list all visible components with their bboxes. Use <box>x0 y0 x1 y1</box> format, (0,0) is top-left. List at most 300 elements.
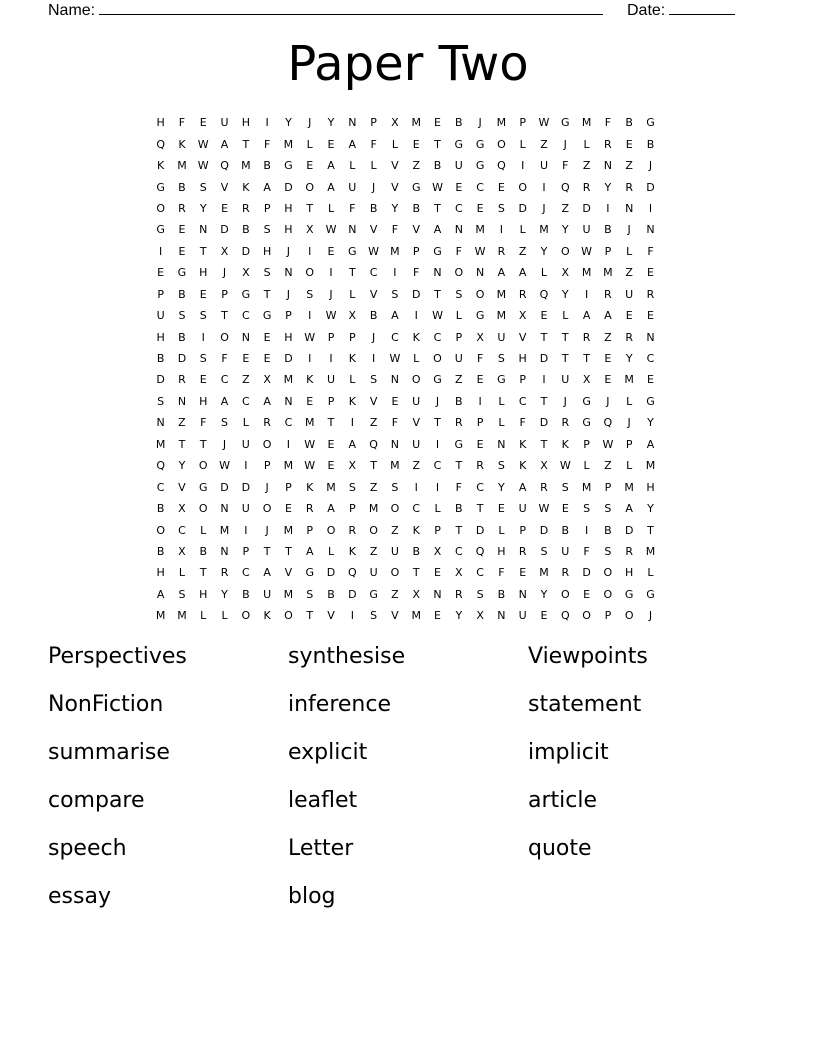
grid-letter: M <box>155 437 166 451</box>
grid-letter: Q <box>475 544 485 558</box>
grid-letter: Y <box>221 587 228 601</box>
grid-letter: P <box>519 116 527 130</box>
grid-letter: R <box>540 480 548 494</box>
grid-letter: M <box>283 587 294 601</box>
grid-letter: Z <box>391 587 399 601</box>
grid-letter: R <box>625 180 633 194</box>
grid-letter: N <box>518 587 527 601</box>
grid-letter: M <box>177 609 187 623</box>
word-list <box>48 633 768 921</box>
grid-letter: Q <box>156 137 165 151</box>
grid-letter: X <box>391 116 399 130</box>
grid-letter: W <box>197 159 209 173</box>
name-blank-line <box>99 0 603 15</box>
grid-letter: W <box>389 352 401 366</box>
grid-letter: B <box>412 201 420 215</box>
grid-letter: O <box>518 180 528 194</box>
grid-letter: V <box>412 223 420 237</box>
grid-letter: X <box>348 459 357 473</box>
grid-letter: H <box>284 223 293 237</box>
grid-letter: E <box>476 201 484 215</box>
grid-letter: G <box>561 116 570 130</box>
grid-letter: D <box>326 566 336 580</box>
grid-letter: I <box>308 244 312 258</box>
grid-letter: R <box>604 287 612 301</box>
grid-letter: U <box>369 566 378 580</box>
grid-letter: U <box>156 309 165 323</box>
grid-letter: I <box>308 309 312 323</box>
grid-letter: L <box>626 394 633 408</box>
grid-letter: F <box>370 137 377 151</box>
grid-letter: K <box>519 459 527 473</box>
grid-letter: P <box>221 287 228 301</box>
grid-letter: N <box>433 266 442 280</box>
grid-letter: I <box>244 459 248 473</box>
grid-letter: G <box>305 566 314 580</box>
grid-letter: M <box>581 116 592 130</box>
grid-letter: E <box>604 373 612 387</box>
grid-letter: D <box>284 352 293 366</box>
grid-letter: O <box>390 566 400 580</box>
grid-letter: U <box>582 223 591 237</box>
grid-letter: L <box>498 394 505 408</box>
grid-letter: I <box>499 223 504 237</box>
grid-letter: V <box>391 609 399 623</box>
grid-letter: Z <box>412 459 420 473</box>
grid-letter: B <box>497 587 506 601</box>
grid-letter: F <box>455 244 462 258</box>
grid-letter: K <box>306 480 314 494</box>
grid-letter: I <box>286 437 291 451</box>
page-title: Paper Two <box>287 36 529 92</box>
grid-letter: K <box>178 137 186 151</box>
grid-letter: L <box>413 352 420 366</box>
grid-letter: T <box>455 523 463 537</box>
grid-letter: Z <box>604 459 612 473</box>
grid-letter: G <box>177 266 187 280</box>
grid-letter: N <box>454 223 463 237</box>
grid-letter: J <box>265 523 269 537</box>
grid-letter: B <box>369 309 378 323</box>
grid-letter: J <box>542 201 546 215</box>
grid-letter: Z <box>540 137 548 151</box>
grid-letter: W <box>368 244 380 258</box>
grid-letter: S <box>370 609 378 623</box>
grid-letter: S <box>540 544 548 558</box>
grid-letter: A <box>327 180 335 194</box>
grid-letter: I <box>435 480 440 494</box>
grid-letter: R <box>220 566 229 580</box>
grid-letter: J <box>329 287 333 301</box>
grid-letter: I <box>521 159 525 173</box>
grid-letter: H <box>241 116 250 130</box>
grid-letter: O <box>624 609 634 623</box>
grid-letter: U <box>518 502 527 516</box>
grid-letter: E <box>625 309 633 323</box>
grid-letter: Q <box>497 159 506 173</box>
grid-letter: C <box>178 523 186 537</box>
grid-letter: N <box>220 544 229 558</box>
grid-letter: L <box>200 609 207 623</box>
grid-letter: J <box>627 223 631 237</box>
word-list-item: implicit <box>528 740 609 765</box>
grid-letter: Z <box>412 159 420 173</box>
grid-letter: F <box>476 352 484 366</box>
grid-letter: F <box>200 416 207 430</box>
grid-letter: U <box>497 330 506 344</box>
grid-letter: I <box>542 180 546 194</box>
grid-letter: E <box>434 609 441 623</box>
grid-letter: N <box>646 330 655 344</box>
grid-letter: Y <box>498 480 505 494</box>
grid-letter: E <box>306 394 314 408</box>
grid-letter: B <box>178 180 186 194</box>
grid-letter: S <box>221 416 229 430</box>
grid-letter: O <box>390 502 400 516</box>
word-list-item: Viewpoints <box>528 644 648 669</box>
grid-letter: I <box>329 266 333 280</box>
grid-letter: I <box>435 437 440 451</box>
grid-letter: P <box>370 116 377 130</box>
grid-letter: C <box>241 309 250 323</box>
grid-letter: B <box>433 159 442 173</box>
grid-letter: P <box>263 201 271 215</box>
header <box>48 0 748 20</box>
grid-letter: G <box>156 223 165 237</box>
grid-letter: L <box>242 416 249 430</box>
grid-letter: L <box>306 137 313 151</box>
grid-letter: A <box>263 566 271 580</box>
grid-letter: D <box>156 373 165 387</box>
grid-letter: L <box>583 459 590 473</box>
word-list-item: inference <box>288 692 392 717</box>
grid-letter: P <box>263 459 271 473</box>
grid-letter: J <box>563 394 567 408</box>
grid-letter: F <box>498 566 505 580</box>
grid-letter: N <box>603 159 612 173</box>
grid-letter: G <box>475 309 485 323</box>
grid-letter: W <box>538 502 550 516</box>
grid-letter: S <box>370 373 378 387</box>
grid-letter: Z <box>178 416 186 430</box>
grid-letter: T <box>647 523 654 537</box>
grid-letter: T <box>348 266 356 280</box>
grid-letter: T <box>221 309 228 323</box>
grid-letter: S <box>583 502 591 516</box>
grid-letter: P <box>455 330 463 344</box>
grid-letter: D <box>220 480 229 494</box>
grid-letter: O <box>497 137 506 151</box>
grid-letter: O <box>411 373 421 387</box>
grid-letter: N <box>241 330 250 344</box>
grid-letter: C <box>156 480 165 494</box>
grid-letter: J <box>435 394 440 408</box>
grid-letter: S <box>306 587 314 601</box>
grid-letter: P <box>349 330 356 344</box>
grid-letter: R <box>305 502 314 516</box>
grid-letter: F <box>391 223 399 237</box>
grid-letter: L <box>647 566 654 580</box>
grid-letter: J <box>222 437 227 451</box>
grid-letter: L <box>455 309 462 323</box>
grid-letter: J <box>371 180 376 194</box>
grid-letter: U <box>518 609 527 623</box>
grid-letter: A <box>433 223 442 237</box>
grid-letter: I <box>584 287 589 301</box>
grid-letter: K <box>519 437 527 451</box>
grid-letter: E <box>327 437 335 451</box>
grid-letter: Q <box>347 566 357 580</box>
grid-letter: T <box>540 437 548 451</box>
grid-letter: O <box>198 459 208 473</box>
grid-letter: E <box>647 266 654 280</box>
grid-letter: F <box>604 116 612 130</box>
grid-letter: L <box>221 609 228 623</box>
grid-letter: J <box>222 266 227 280</box>
grid-letter: A <box>220 394 229 408</box>
grid-letter: P <box>583 437 590 451</box>
grid-letter: K <box>157 159 165 173</box>
grid-letter: O <box>305 180 315 194</box>
grid-letter: E <box>263 330 271 344</box>
grid-letter: B <box>561 523 570 537</box>
grid-letter: X <box>412 587 420 601</box>
grid-letter: K <box>242 180 250 194</box>
grid-letter: O <box>433 352 442 366</box>
grid-letter: U <box>625 287 634 301</box>
grid-letter: U <box>241 502 250 516</box>
grid-letter: L <box>498 523 505 537</box>
grid-letter: Y <box>561 223 569 237</box>
grid-letter: Y <box>285 116 292 130</box>
grid-letter: E <box>221 201 229 215</box>
grid-letter: S <box>178 309 186 323</box>
grid-letter: R <box>348 523 357 537</box>
grid-letter: G <box>411 180 421 194</box>
grid-letter: O <box>198 502 208 516</box>
grid-letter: S <box>199 180 207 194</box>
grid-letter: P <box>285 480 292 494</box>
grid-letter: T <box>561 330 569 344</box>
grid-letter: M <box>496 287 507 301</box>
grid-letter: E <box>391 394 399 408</box>
grid-letter: F <box>583 544 590 558</box>
grid-letter: G <box>284 159 293 173</box>
grid-letter: Z <box>455 373 463 387</box>
grid-letter: M <box>304 416 315 430</box>
grid-letter: G <box>241 287 251 301</box>
grid-letter: F <box>562 159 569 173</box>
grid-letter: E <box>327 459 335 473</box>
grid-letter: N <box>475 266 485 280</box>
grid-letter: Z <box>625 159 633 173</box>
grid-letter: V <box>220 180 229 194</box>
grid-letter: X <box>476 609 484 623</box>
grid-letter: X <box>561 266 570 280</box>
grid-letter: X <box>348 309 357 323</box>
grid-letter: P <box>412 244 420 258</box>
grid-letter: H <box>625 566 634 580</box>
grid-letter: A <box>625 502 633 516</box>
grid-letter: Z <box>625 266 633 280</box>
grid-letter: S <box>306 287 314 301</box>
grid-letter: T <box>263 287 271 301</box>
grid-letter: B <box>156 544 165 558</box>
grid-letter: I <box>265 116 269 130</box>
grid-letter: O <box>262 437 272 451</box>
grid-letter: Z <box>604 330 612 344</box>
grid-letter: P <box>434 523 441 537</box>
grid-letter: N <box>156 416 165 430</box>
grid-letter: N <box>497 437 506 451</box>
grid-letter: M <box>624 480 634 494</box>
grid-letter: R <box>497 244 506 258</box>
grid-letter: J <box>627 416 631 430</box>
grid-letter: M <box>219 523 230 537</box>
word-list-item: Letter <box>288 836 354 861</box>
grid-letter: N <box>497 609 506 623</box>
grid-letter: P <box>604 244 612 258</box>
grid-letter: K <box>348 394 356 408</box>
grid-letter: I <box>393 266 397 280</box>
grid-letter: Z <box>518 244 527 258</box>
grid-letter: M <box>581 480 592 494</box>
grid-letter: S <box>476 587 484 601</box>
grid-letter: V <box>327 609 335 623</box>
grid-letter: E <box>327 137 335 151</box>
grid-letter: G <box>646 394 655 408</box>
grid-letter: S <box>263 223 271 237</box>
word-list-item: statement <box>528 692 642 717</box>
word-list-item: compare <box>48 788 145 813</box>
grid-letter: M <box>496 309 507 323</box>
grid-letter: E <box>625 137 633 151</box>
grid-letter: J <box>563 137 567 151</box>
grid-letter: J <box>265 480 269 494</box>
grid-letter: D <box>539 416 549 430</box>
grid-letter: Y <box>178 459 186 473</box>
grid-letter: M <box>390 459 400 473</box>
grid-letter: K <box>348 352 356 366</box>
grid-letter: H <box>284 201 293 215</box>
grid-letter: V <box>518 330 527 344</box>
grid-letter: L <box>519 137 526 151</box>
grid-letter: G <box>454 137 464 151</box>
grid-letter: S <box>348 480 356 494</box>
grid-letter: T <box>455 459 463 473</box>
grid-letter: V <box>391 159 399 173</box>
grid-letter: R <box>518 287 527 301</box>
grid-letter: S <box>178 587 186 601</box>
grid-letter: U <box>263 587 272 601</box>
grid-letter: A <box>604 309 612 323</box>
grid-letter: L <box>540 266 548 280</box>
grid-letter: A <box>156 587 165 601</box>
grid-letter: G <box>156 180 165 194</box>
grid-letter: B <box>455 502 463 516</box>
grid-letter: A <box>348 137 357 151</box>
grid-letter: O <box>560 587 570 601</box>
grid-letter: E <box>455 180 463 194</box>
grid-letter: G <box>433 244 442 258</box>
grid-letter: Q <box>560 180 570 194</box>
grid-letter: T <box>561 352 569 366</box>
grid-letter: A <box>646 437 655 451</box>
grid-letter: B <box>263 159 271 173</box>
grid-letter: R <box>178 373 186 387</box>
grid-letter: D <box>518 201 527 215</box>
grid-letter: T <box>263 544 271 558</box>
grid-letter: P <box>327 394 335 408</box>
grid-letter: Y <box>604 180 612 194</box>
grid-letter: U <box>412 437 421 451</box>
grid-letter: T <box>583 352 590 366</box>
grid-letter: R <box>476 459 484 473</box>
date-block <box>627 0 735 20</box>
grid-letter: I <box>478 394 482 408</box>
grid-letter: Y <box>540 587 548 601</box>
grid-letter: R <box>242 201 250 215</box>
grid-letter: M <box>581 266 592 280</box>
grid-letter: R <box>582 180 591 194</box>
grid-letter: O <box>284 609 293 623</box>
grid-letter: J <box>308 116 312 130</box>
grid-letter: R <box>454 416 463 430</box>
grid-letter: I <box>371 352 376 366</box>
grid-letter: W <box>304 459 316 473</box>
grid-letter: M <box>155 609 166 623</box>
grid-letter: F <box>349 201 356 215</box>
grid-letter: H <box>497 544 506 558</box>
grid-letter: W <box>325 223 337 237</box>
grid-letter: B <box>455 394 463 408</box>
grid-letter: T <box>242 137 250 151</box>
grid-letter: P <box>604 480 612 494</box>
grid-letter: D <box>582 201 591 215</box>
grid-letter: A <box>518 266 527 280</box>
grid-letter: B <box>625 116 633 130</box>
grid-letter: B <box>156 352 165 366</box>
grid-letter: R <box>561 566 570 580</box>
grid-letter: R <box>625 544 633 558</box>
grid-letter: F <box>178 116 186 130</box>
grid-letter: M <box>283 373 294 387</box>
grid-letter: H <box>262 244 272 258</box>
grid-letter: O <box>603 587 613 601</box>
grid-letter: H <box>199 587 208 601</box>
grid-letter: N <box>390 373 400 387</box>
grid-letter: O <box>560 244 570 258</box>
grid-letter: T <box>327 416 335 430</box>
grid-letter: E <box>199 116 207 130</box>
grid-letter: E <box>178 223 186 237</box>
grid-letter: N <box>646 223 655 237</box>
grid-letter: R <box>582 330 591 344</box>
grid-letter: O <box>326 523 336 537</box>
grid-letter: D <box>284 180 293 194</box>
grid-letter: U <box>220 116 229 130</box>
grid-letter: X <box>178 544 186 558</box>
grid-letter: S <box>199 309 207 323</box>
grid-letter: A <box>263 180 271 194</box>
grid-letter: W <box>219 459 230 473</box>
grid-letter: W <box>581 244 593 258</box>
grid-letter: M <box>241 159 251 173</box>
grid-letter: I <box>244 523 248 537</box>
grid-letter: C <box>454 544 463 558</box>
grid-letter: U <box>454 352 463 366</box>
grid-letter: N <box>348 223 357 237</box>
